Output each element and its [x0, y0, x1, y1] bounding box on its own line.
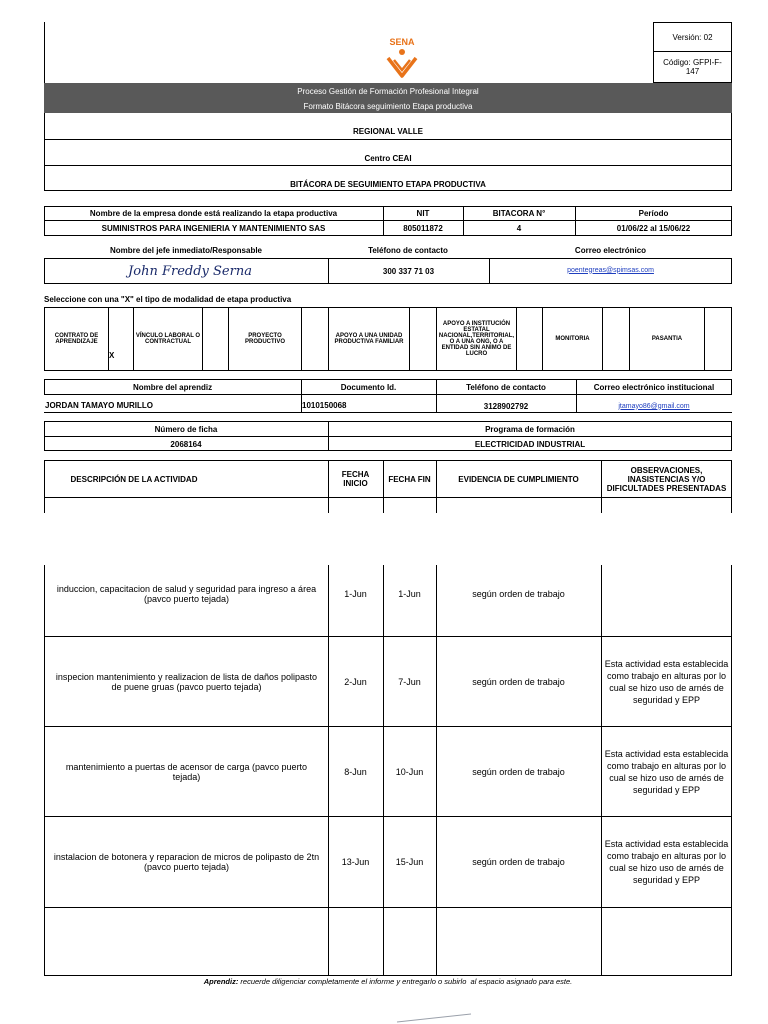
footer-note: Aprendiz: recuerde diligenciar completamente el informe y entregarlo o subirlo al espacio asignado para este. [203, 976, 573, 986]
format-title: Formato Bitácora seguimiento Etapa productiva [44, 99, 732, 113]
signature-stroke-icon [395, 1012, 475, 1024]
company-name: SUMINISTROS PARA INGENIERIA Y MANTENIMIENTO SAS [101, 224, 326, 233]
activity-row-1-evidence: según orden de trabajo [472, 589, 565, 599]
activity-row-3-desc: mantenimiento a puertas de acensor de carga (pavco puerto tejada) [65, 761, 308, 782]
divider [383, 460, 384, 513]
ficha-header: Número de ficha [154, 424, 218, 434]
activity-evidence-header: EVIDENCIA DE CUMPLIMIENTO [458, 474, 579, 484]
apprentice-email[interactable]: jtamayo86@gmail.com [618, 402, 690, 410]
document-title: BITÁCORA DE SEGUIMIENTO ETAPA PRODUCTIVA [290, 179, 486, 189]
modality-option-vinculo: VÍNCULO LABORAL O CONTRACTUAL [135, 333, 201, 345]
divider [409, 307, 410, 371]
activity-row-2-start: 2-Jun [344, 676, 367, 687]
program-value: ELECTRICIDAD INDUSTRIAL [474, 439, 586, 449]
supervisor-signature: John Freddy Serna [128, 263, 252, 279]
supervisor-phone: 300 337 71 03 [382, 266, 435, 276]
activity-row-4-end: 15-Jun [395, 857, 424, 867]
activity-row-2-end: 7-Jun [398, 676, 421, 687]
divider [44, 139, 732, 140]
activity-row-1-end: 1-Jun [398, 589, 421, 599]
modality-mark: X [109, 351, 115, 360]
apprentice-name-header: Nombre del aprendiz [132, 382, 213, 392]
activity-row-4-desc: instalacion de botonera y reparacion de micros de polipasto de 2tn (pavco puerto tejada) [53, 852, 320, 872]
activity-row-1-desc: induccion, capacitacion de salud y seguridad para ingreso a área (pavco puerto tejada) [56, 584, 317, 604]
apprentice-doc-header: Documento Id. [340, 382, 397, 392]
divider [602, 307, 603, 371]
divider [202, 307, 203, 371]
apprentice-email-header: Correo electrónico institucional [593, 382, 715, 392]
activity-end-header: FECHA FIN [388, 474, 431, 484]
activity-obs-header: OBSERVACIONES, INASISTENCIAS Y/O DIFICULTADES PRESENTADAS [606, 465, 727, 493]
activity-row-4-start: 13-Jun [341, 857, 370, 867]
activity-row-2-obs: Esta actividad esta establecida como trabajo en alturas por lo cual se hizo uso de arnés de seguridad y EPP [604, 658, 729, 705]
activity-row-3-obs: Esta actividad esta establecida como trabajo en alturas por lo cual se hizo uso de arnés de seguridad y EPP [604, 748, 729, 795]
logo-text: SENA [389, 37, 415, 47]
sena-emblem-icon [384, 48, 420, 80]
period-header: Período [638, 209, 669, 218]
divider [44, 190, 732, 191]
divider [328, 460, 329, 513]
modality-option-institucion: APOYO A INSTITUCIÓN ESTATAL NACIONAL,TERRITORIAL, O A UNA ONG, O A ENTIDAD SIN ANIMO DE LUCRO [438, 321, 515, 357]
modality-option-monitoria: MONITORIA [555, 336, 590, 342]
apprentice-document: 1010150068 [302, 401, 347, 410]
activity-row-3-evidence: según orden de trabajo [472, 766, 565, 777]
centro-label: Centro CEAI [364, 153, 412, 163]
supervisor-header: Nombre del jefe inmediato/Responsable [109, 245, 263, 255]
process-title: Proceso Gestión de Formación Profesional Integral [44, 83, 732, 99]
divider [704, 307, 705, 371]
modality-option-familiar: APOYO A UNA UNIDAD PRODUCTIVA FAMILIAR [334, 333, 404, 345]
supervisor-email[interactable]: poentegreas@spimsas.com [567, 266, 654, 274]
activity-start-header: FECHA INICIO [341, 470, 370, 488]
apprentice-phone: 3128902792 [483, 401, 529, 411]
period-value: 01/06/22 al 15/06/22 [616, 224, 691, 233]
modality-option-pasantia: PASANTIA [651, 336, 683, 342]
activity-row-1-start: 1-Jun [344, 589, 367, 599]
bitacora-header: BITACORA N° [492, 209, 546, 218]
program-header: Programa de formación [485, 424, 575, 434]
bitacora-value: 4 [516, 224, 522, 233]
modality-option-proyecto: PROYECTO PRODUCTIVO [244, 333, 285, 345]
sena-logo [378, 36, 426, 82]
modality-prompt: Seleccione con una "X" el tipo de modalidad de etapa productiva [44, 295, 292, 304]
supervisor-email-header: Correo electrónico [574, 245, 647, 255]
supervisor-phone-header: Teléfono de contacto [368, 245, 448, 255]
nit-header: NIT [416, 209, 430, 218]
ficha-value: 2068164 [170, 439, 202, 449]
modality-option-contrato: CONTRATO DE APRENDIZAJE [54, 333, 99, 345]
apprentice-phone-header: Teléfono de contacto [466, 382, 546, 392]
activity-row-2-evidence: según orden de trabajo [472, 676, 565, 687]
divider [516, 307, 517, 371]
divider [44, 907, 732, 908]
activity-row-4-evidence: según orden de trabajo [472, 857, 565, 867]
apprentice-name: JORDAN TAMAYO MURILLO [45, 401, 153, 410]
activity-row-2-desc: inspecion mantenimiento y realizacion de lista de daños polipasto de puene gruas (pavco puerto tejada) [55, 671, 318, 692]
divider [44, 565, 45, 976]
divider [601, 565, 602, 976]
divider [44, 497, 45, 513]
nit-value: 805011872 [403, 224, 443, 233]
activity-desc-header: DESCRIPCIÓN DE LA ACTIVIDAD [70, 474, 198, 484]
activity-row-4-obs: Esta actividad esta establecida como trabajo en alturas por lo cual se hizo uso de arnés de seguridad y EPP [604, 839, 729, 885]
divider [44, 165, 732, 166]
divider [731, 497, 732, 513]
version-box: Versión: 02 [653, 22, 732, 52]
regional-label: REGIONAL VALLE [353, 126, 423, 136]
divider [601, 460, 602, 513]
divider [301, 307, 302, 371]
code-box: Código: GFPI-F-147 [653, 51, 732, 83]
activity-row-3-end: 10-Jun [395, 766, 424, 777]
divider [731, 565, 732, 976]
activity-row-3-start: 8-Jun [344, 766, 367, 777]
company-header: Nombre de la empresa donde está realizando la etapa productiva [89, 209, 338, 218]
